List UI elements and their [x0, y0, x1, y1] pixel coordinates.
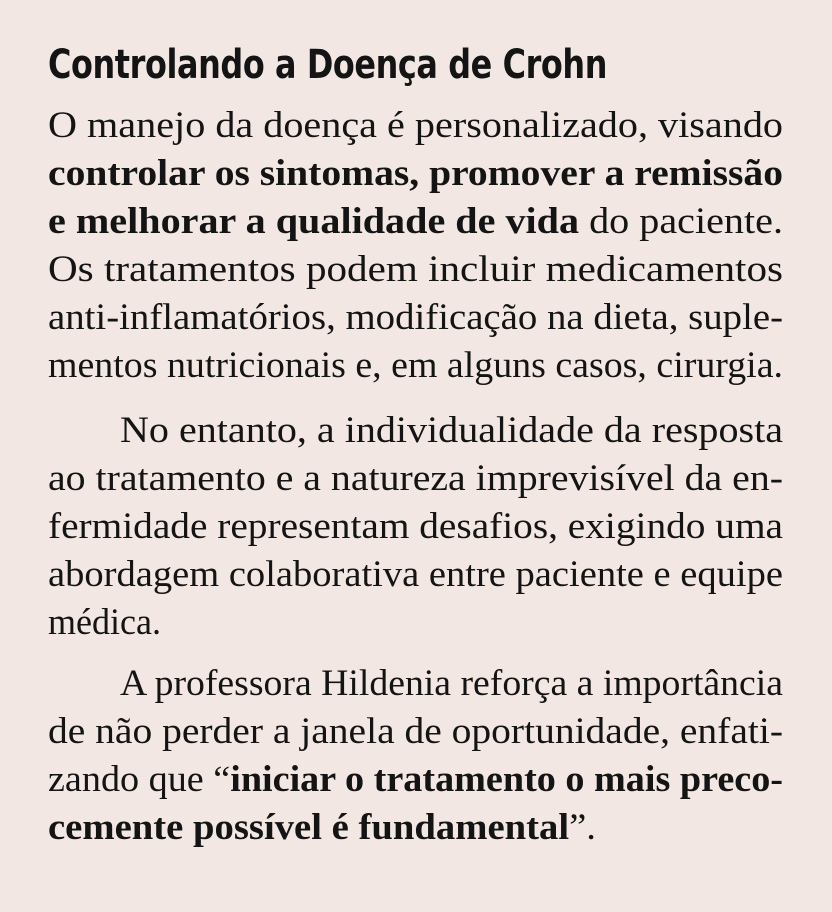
- paragraph-1-line: [48, 154, 783, 194]
- text: ao tratamento e a natureza imprevisível da en-: [48, 458, 783, 499]
- paragraph-3-line: [48, 808, 596, 848]
- paragraph-1-line: [48, 202, 783, 242]
- text: zando que “: [48, 759, 231, 800]
- bold-text: iniciar o tratamento o mais preco-: [230, 759, 784, 800]
- bold-text: e melhorar a qualidade de vida: [48, 201, 580, 242]
- paragraph-2-line: [120, 411, 783, 451]
- paragraph-3-line: [120, 664, 783, 704]
- text: anti-inflamatórios, modificação na dieta, suple-: [48, 297, 783, 338]
- paragraph-2-line: [48, 507, 783, 547]
- text: de não perder a janela de oportunidade, enfati-: [48, 711, 783, 752]
- text: Os tratamentos podem incluir medicamentos: [48, 249, 783, 290]
- paragraph-3-line: [48, 760, 783, 800]
- paragraph-1-line: [48, 346, 783, 386]
- paragraph-3-line: [48, 712, 783, 752]
- paragraph-2-line: [48, 555, 783, 595]
- text: ”.: [569, 807, 596, 848]
- paragraph-2-line: [48, 603, 161, 643]
- paragraph-2-line: [48, 459, 783, 499]
- text: abordagem colaborativa entre paciente e equipe: [48, 554, 783, 595]
- article-title: Controlando a Doença de Crohn: [48, 42, 607, 88]
- text: O manejo da doença é personalizado, visando: [48, 105, 783, 146]
- bold-text: cemente possível é fundamental: [48, 807, 570, 848]
- text: do paciente.: [579, 201, 783, 242]
- bold-text: controlar os sintomas, promover a remissão: [48, 153, 783, 194]
- text: fermidade representam desafios, exigindo uma: [48, 506, 783, 547]
- text: médica.: [48, 602, 161, 643]
- text: A professora Hildenia reforça a importância: [120, 663, 783, 704]
- text: No entanto, a individualidade da resposta: [120, 410, 783, 451]
- paragraph-1-line: [48, 298, 783, 338]
- paragraph-1-line: [48, 106, 783, 146]
- text: mentos nutricionais e, em alguns casos, cirurgia.: [48, 345, 783, 386]
- paragraph-1-line: [48, 250, 783, 290]
